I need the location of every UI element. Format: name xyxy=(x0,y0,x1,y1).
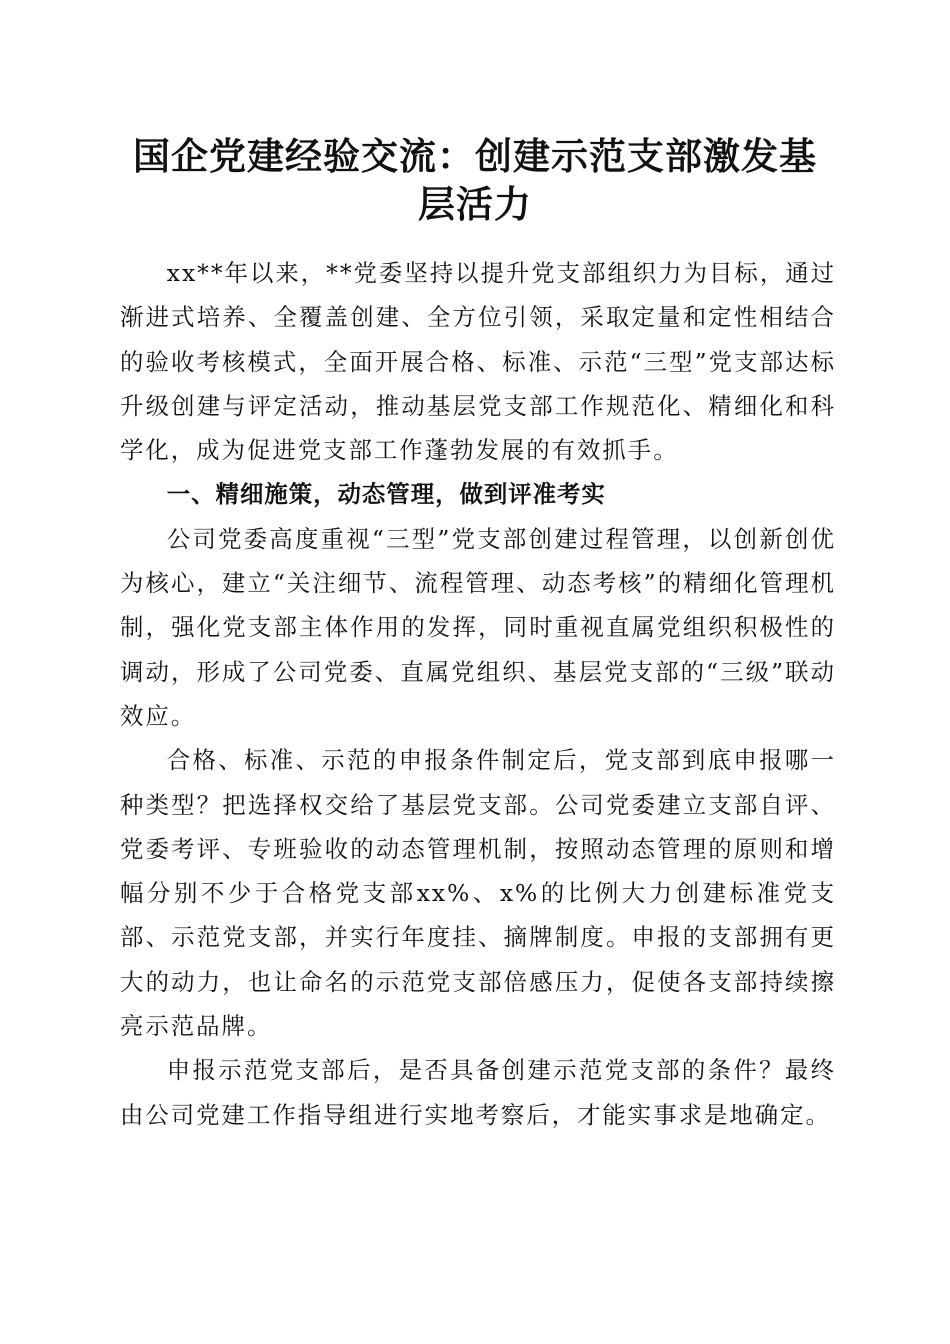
section-paragraph: 公司党委高度重视“三型”党支部创建过程管理，以创新创优为核心，建立“关注细节、流程管理、动态考核”的精细化管理机制，强化党支部主体作用的发挥，同时重视直属党组织积极性的调动，形成了公司党委、直属党组织、基层党支部的“三级”联动效应。 xyxy=(120,524,836,730)
section-heading: 一、精细施策，动态管理，做到评准考实 xyxy=(166,480,606,509)
document-body xyxy=(120,251,836,1137)
document-title: 国企党建经验交流：创建示范支部激发基层活力 xyxy=(133,134,817,226)
section-paragraph: 合格、标准、示范的申报条件制定后，党支部到底申报哪一种类型？把选择权交给了基层党支部。公司党委建立支部自评、党委考评、专班验收的动态管理机制，按照动态管理的原则和增幅分别不少于合格党支部xx%、x%的比例大力创建标准党支部、示范党支部，并实行年度挂、摘牌制度。申报的支部拥有更大的动力，也让命名的示范党支部倍感压力，促使各支部持续擦亮示范品牌。 xyxy=(120,746,836,1041)
section-paragraph: 申报示范党支部后，是否具备创建示范党支部的条件？最终由公司党建工作指导组进行实地考察后，才能实事求是地确定。 xyxy=(120,1056,836,1129)
intro-paragraph: xx**年以来，**党委坚持以提升党支部组织力为目标，通过渐进式培养、全覆盖创建、全方位引领，采取定量和定性相结合的验收考核模式，全面开展合格、标准、示范“三型”党支部达标升级创建与评定活动，推动基层党支部工作规范化、精细化和科学化，成为促进党支部工作蓬勃发展的有效抓手。 xyxy=(120,259,836,465)
